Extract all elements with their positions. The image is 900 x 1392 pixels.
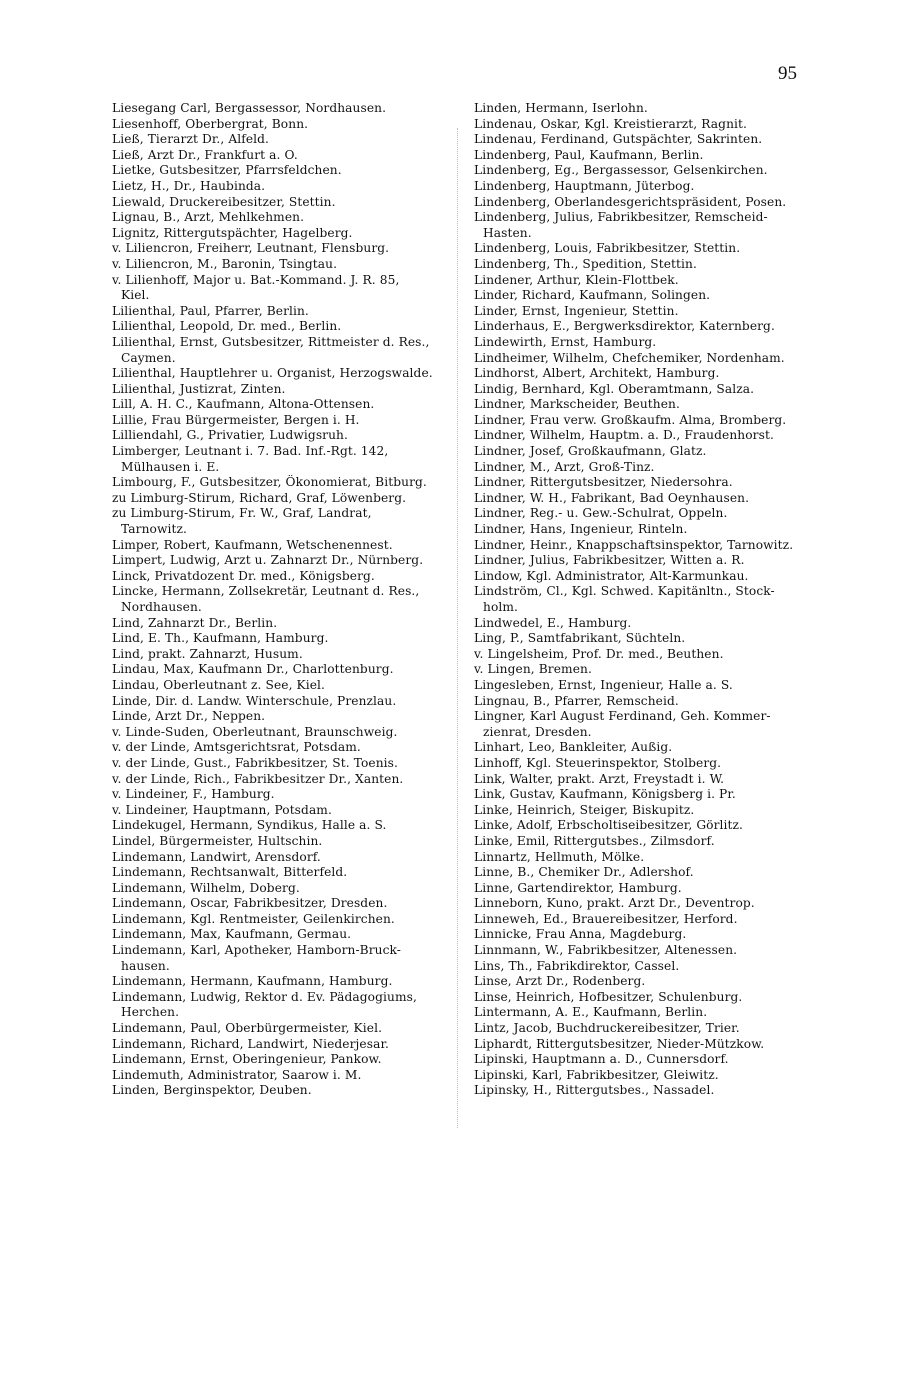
directory-entry: Lindwedel, E., Hamburg. [474,615,632,630]
directory-entry: Lillie, Frau Bürgermeister, Bergen i. H. [112,412,360,427]
directory-entry: Lilienthal, Hauptlehrer u. Organist, Herzogswalde. [112,366,433,381]
directory-entry: Linder, Richard, Kaufmann, Solingen. [474,288,711,303]
directory-entry: Lingesleben, Ernst, Ingenieur, Halle a. S. [474,677,733,692]
directory-entry: Lill, A. H. C., Kaufmann, Altona-Ottensen. [112,397,375,412]
directory-entry: Lindner, M., Arzt, Groß-Tinz. [474,459,655,474]
directory-entry: Lintz, Jacob, Buchdruckereibesitzer, Trier. [474,1021,740,1036]
directory-entry: v. Lindeiner, Hauptmann, Potsdam. [112,802,332,817]
directory-entry: Lilienthal, Paul, Pfarrer, Berlin. [112,303,309,318]
directory-entry: Lipinski, Hauptmann a. D., Cunnersdorf. [474,1052,729,1067]
directory-entry: Lindenau, Ferdinand, Gutspächter, Sakrinten. [474,132,763,147]
directory-entry: Lindner, Heinr., Knappschaftsinspektor, Tarnowitz. [474,537,794,552]
directory-entry: Linder, Ernst, Ingenieur, Stettin. [474,303,679,318]
directory-entry: Lindewirth, Ernst, Hamburg. [474,334,657,349]
directory-entry: Lindenberg, Eg., Bergassessor, Gelsenkirchen. [474,163,768,178]
directory-entry: Lindenberg, Th., Spedition, Stettin. [474,256,697,271]
directory-entry: Linneweh, Ed., Brauereibesitzer, Herford. [474,911,738,926]
directory-entry: Lind, E. Th., Kaufmann, Hamburg. [112,631,329,646]
directory-entry: Linderhaus, E., Bergwerksdirektor, Katernberg. [474,319,775,334]
directory-entry: v. der Linde, Rich., Fabrikbesitzer Dr., Xanten. [112,771,404,786]
directory-entry: Linnicke, Frau Anna, Magdeburg. [474,927,687,942]
directory-entry: Lins, Th., Fabrikdirektor, Cassel. [474,958,680,973]
directory-entry: Limpert, Ludwig, Arzt u. Zahnarzt Dr., Nürnberg. [112,553,424,568]
directory-entry: Lietz, H., Dr., Haubinda. [112,178,266,193]
directory-entry: Lindemann, Oscar, Fabrikbesitzer, Dresden. [112,896,388,911]
directory-entry: Linde, Arzt Dr., Neppen. [112,709,266,724]
directory-entry: Linde, Dir. d. Landw. Winterschule, Prenzlau. [112,693,397,708]
directory-entry: Lindemann, Karl, Apotheker, Hamborn-Bruck- [112,943,402,958]
directory-entry: v. Lingen, Bremen. [474,662,592,677]
directory-entry: Lingnau, B., Pfarrer, Remscheid. [474,693,679,708]
directory-entry: Lindemann, Ernst, Oberingenieur, Pankow. [112,1052,382,1067]
directory-entry: Lindenberg, Julius, Fabrikbesitzer, Remscheid- [474,210,768,225]
directory-entry: v. der Linde, Gust., Fabrikbesitzer, St. Toenis. [112,755,398,770]
directory-entry: v. Liliencron, Freiherr, Leutnant, Flensburg. [112,241,390,256]
directory-entry: Lietke, Gutsbesitzer, Pfarrsfeldchen. [112,163,342,178]
directory-entry: Lindner, Julius, Fabrikbesitzer, Witten a. R. [474,553,745,568]
directory-entry: Lincke, Hermann, Zollsekretär, Leutnant d. Res., [112,584,420,599]
directory-entry: Lindner, Hans, Ingenieur, Rinteln. [474,522,688,537]
directory-entry: zu Limburg-Stirum, Fr. W., Graf, Landrat, [112,506,372,521]
page-number: 95 [778,63,797,84]
directory-entry: Ließ, Tierarzt Dr., Alfeld. [112,132,270,147]
directory-entry: Linse, Heinrich, Hofbesitzer, Schulenburg. [474,989,743,1004]
directory-entry: Lindström, Cl., Kgl. Schwed. Kapitänltn., Stock- [474,584,775,599]
directory-entry: Lindenau, Oskar, Kgl. Kreistierarzt, Ragnit. [474,116,747,131]
directory-entry: Linse, Arzt Dr., Rodenberg. [474,974,646,989]
directory-entry: v. Linde-Suden, Oberleutnant, Braunschweig. [112,724,398,739]
directory-entry: Lindemann, Ludwig, Rektor d. Ev. Pädagogiums, [112,989,417,1004]
directory-entry: Lindel, Bürgermeister, Hultschin. [112,833,323,848]
directory-entry: Lindemann, Paul, Oberbürgermeister, Kiel. [112,1021,383,1036]
directory-entry: Lindau, Max, Kaufmann Dr., Charlottenburg. [112,662,394,677]
entry-continuation: Tarnowitz. [121,522,187,537]
directory-entry: Lilienthal, Justizrat, Zinten. [112,381,286,396]
entry-continuation: Mülhausen i. E. [121,459,220,474]
directory-entry: Lindenberg, Paul, Kaufmann, Berlin. [474,147,704,162]
directory-entry: Lindemann, Max, Kaufmann, Germau. [112,927,352,942]
directory-entry: Linne, Gartendirektor, Hamburg. [474,880,682,895]
directory-entry: Lindemann, Wilhelm, Doberg. [112,880,300,895]
column-divider [457,128,458,1128]
directory-entry: Linhoff, Kgl. Steuerinspektor, Stolberg. [474,755,722,770]
directory-entry: Linke, Emil, Rittergutsbes., Zilmsdorf. [474,833,715,848]
directory-entry: Lindemuth, Administrator, Saarow i. M. [112,1067,362,1082]
entry-continuation: Nordhausen. [121,600,202,614]
directory-entry: Lilliendahl, G., Privatier, Ludwigsruh. [112,428,348,443]
directory-entry: Lingner, Karl August Ferdinand, Geh. Kommer- [474,709,771,724]
directory-entry: Linke, Heinrich, Steiger, Biskupitz. [474,802,695,817]
directory-entry: zu Limburg-Stirum, Richard, Graf, Löwenberg. [112,490,407,505]
directory-entry: Lindner, Rittergutsbesitzer, Niedersohra. [474,475,733,490]
directory-entry: Ling, P., Samtfabrikant, Süchteln. [474,631,686,646]
entry-continuation: Caymen. [121,350,176,365]
directory-entry: Lindenberg, Oberlandesgerichtspräsident, Posen. [474,194,787,209]
directory-entry: v. Lilienhoff, Major u. Bat.-Kommand. J. R. 85, [112,272,400,287]
directory-entry: Linhart, Leo, Bankleiter, Außig. [474,740,673,755]
directory-entry: Lindheimer, Wilhelm, Chefchemiker, Nordenham. [474,350,785,365]
directory-entry: Liphardt, Rittergutsbesitzer, Nieder-Mützkow. [474,1036,765,1051]
directory-entry: Lignau, B., Arzt, Mehlkehmen. [112,210,305,225]
directory-entry: Lintermann, A. E., Kaufmann, Berlin. [474,1005,708,1020]
entry-continuation: hausen. [121,958,170,973]
directory-entry: Lindemann, Rechtsanwalt, Bitterfeld. [112,865,348,880]
directory-entry: Lindner, W. H., Fabrikant, Bad Oeynhausen. [474,490,750,505]
entry-continuation: Herchen. [121,1005,180,1020]
directory-entry: Lindner, Frau verw. Großkaufm. Alma, Bromberg. [474,412,787,427]
directory-entry: Lindemann, Kgl. Rentmeister, Geilenkirchen. [112,911,395,926]
directory-entry: Lindner, Josef, Großkaufmann, Glatz. [474,444,707,459]
directory-entry: Lindner, Wilhelm, Hauptm. a. D., Fraudenhorst. [474,428,774,443]
directory-entry: Lilienthal, Ernst, Gutsbesitzer, Rittmeister d. Res., [112,334,430,349]
directory-entry: v. der Linde, Amtsgerichtsrat, Potsdam. [112,740,361,755]
directory-entry: Linne, B., Chemiker Dr., Adlershof. [474,865,694,880]
directory-entry: Liewald, Druckereibesitzer, Stettin. [112,194,336,209]
directory-entry: Lindhorst, Albert, Architekt, Hamburg. [474,366,720,381]
directory-entry: Lignitz, Rittergutspächter, Hagelberg. [112,225,353,240]
directory-entry: Linnmann, W., Fabrikbesitzer, Altenessen. [474,943,738,958]
directory-entry: Lindig, Bernhard, Kgl. Oberamtmann, Salza. [474,381,755,396]
directory-entry: Lindenberg, Hauptmann, Jüterbog. [474,178,695,193]
directory-entry: v. Lingelsheim, Prof. Dr. med., Beuthen. [474,646,724,661]
directory-entry: v. Liliencron, M., Baronin, Tsingtau. [112,256,338,271]
directory-entry: Linneborn, Kuno, prakt. Arzt Dr., Deventrop. [474,896,755,911]
entry-continuation: zienrat, Dresden. [483,724,592,739]
directory-entry: Lindner, Markscheider, Beuthen. [474,397,680,412]
directory-entry: v. Lindeiner, F., Hamburg. [112,787,275,802]
directory-entry: Lind, Zahnarzt Dr., Berlin. [112,615,278,630]
directory-entry: Linden, Berginspektor, Deuben. [112,1083,312,1098]
directory-entry: Limbourg, F., Gutsbesitzer, Ökonomierat, Bitburg. [112,475,427,490]
directory-entry: Lindenberg, Louis, Fabrikbesitzer, Stettin. [474,241,741,256]
directory-entry: Lindemann, Richard, Landwirt, Niederjesar. [112,1036,390,1051]
directory-entry: Lind, prakt. Zahnarzt, Husum. [112,646,303,661]
directory-entry: Linnartz, Hellmuth, Mölke. [474,849,645,864]
directory-entry: Lindener, Arthur, Klein-Flottbek. [474,272,679,287]
directory-entry: Lipinsky, H., Rittergutsbes., Nassadel. [474,1083,715,1098]
directory-entry: Liesegang Carl, Bergassessor, Nordhausen. [112,101,387,115]
directory-entry: Link, Walter, prakt. Arzt, Freystadt i. W. [474,771,725,786]
right-column [474,101,814,1099]
directory-entry: Limberger, Leutnant i. 7. Bad. Inf.-Rgt. 142, [112,444,389,459]
entry-continuation: holm. [483,600,519,614]
entry-continuation: Kiel. [121,288,150,303]
directory-entry: Lindemann, Hermann, Kaufmann, Hamburg. [112,974,393,989]
entry-continuation: Hasten. [483,225,532,240]
directory-entry: Lipinski, Karl, Fabrikbesitzer, Gleiwitz. [474,1067,719,1082]
directory-entry: Linke, Adolf, Erbscholtiseibesitzer, Görlitz. [474,818,744,833]
directory-entry: Lilienthal, Leopold, Dr. med., Berlin. [112,319,342,334]
directory-entry: Linck, Privatdozent Dr. med., Königsberg. [112,568,375,583]
directory-entry: Lindau, Oberleutnant z. See, Kiel. [112,677,326,692]
directory-entry: Liesenhoff, Oberbergrat, Bonn. [112,116,309,131]
directory-entry: Lindow, Kgl. Administrator, Alt-Karmunkau. [474,568,749,583]
directory-entry: Lindner, Reg.- u. Gew.-Schulrat, Oppeln. [474,506,728,521]
directory-entry: Lindemann, Landwirt, Arensdorf. [112,849,321,864]
directory-entry: Linden, Hermann, Iserlohn. [474,101,648,115]
directory-entry: Limper, Robert, Kaufmann, Wetschenennest. [112,537,393,552]
directory-entry: Ließ, Arzt Dr., Frankfurt a. O. [112,147,298,162]
directory-entry: Lindekugel, Hermann, Syndikus, Halle a. S. [112,818,387,833]
directory-entry: Link, Gustav, Kaufmann, Königsberg i. Pr. [474,787,736,802]
left-column [112,101,448,1099]
